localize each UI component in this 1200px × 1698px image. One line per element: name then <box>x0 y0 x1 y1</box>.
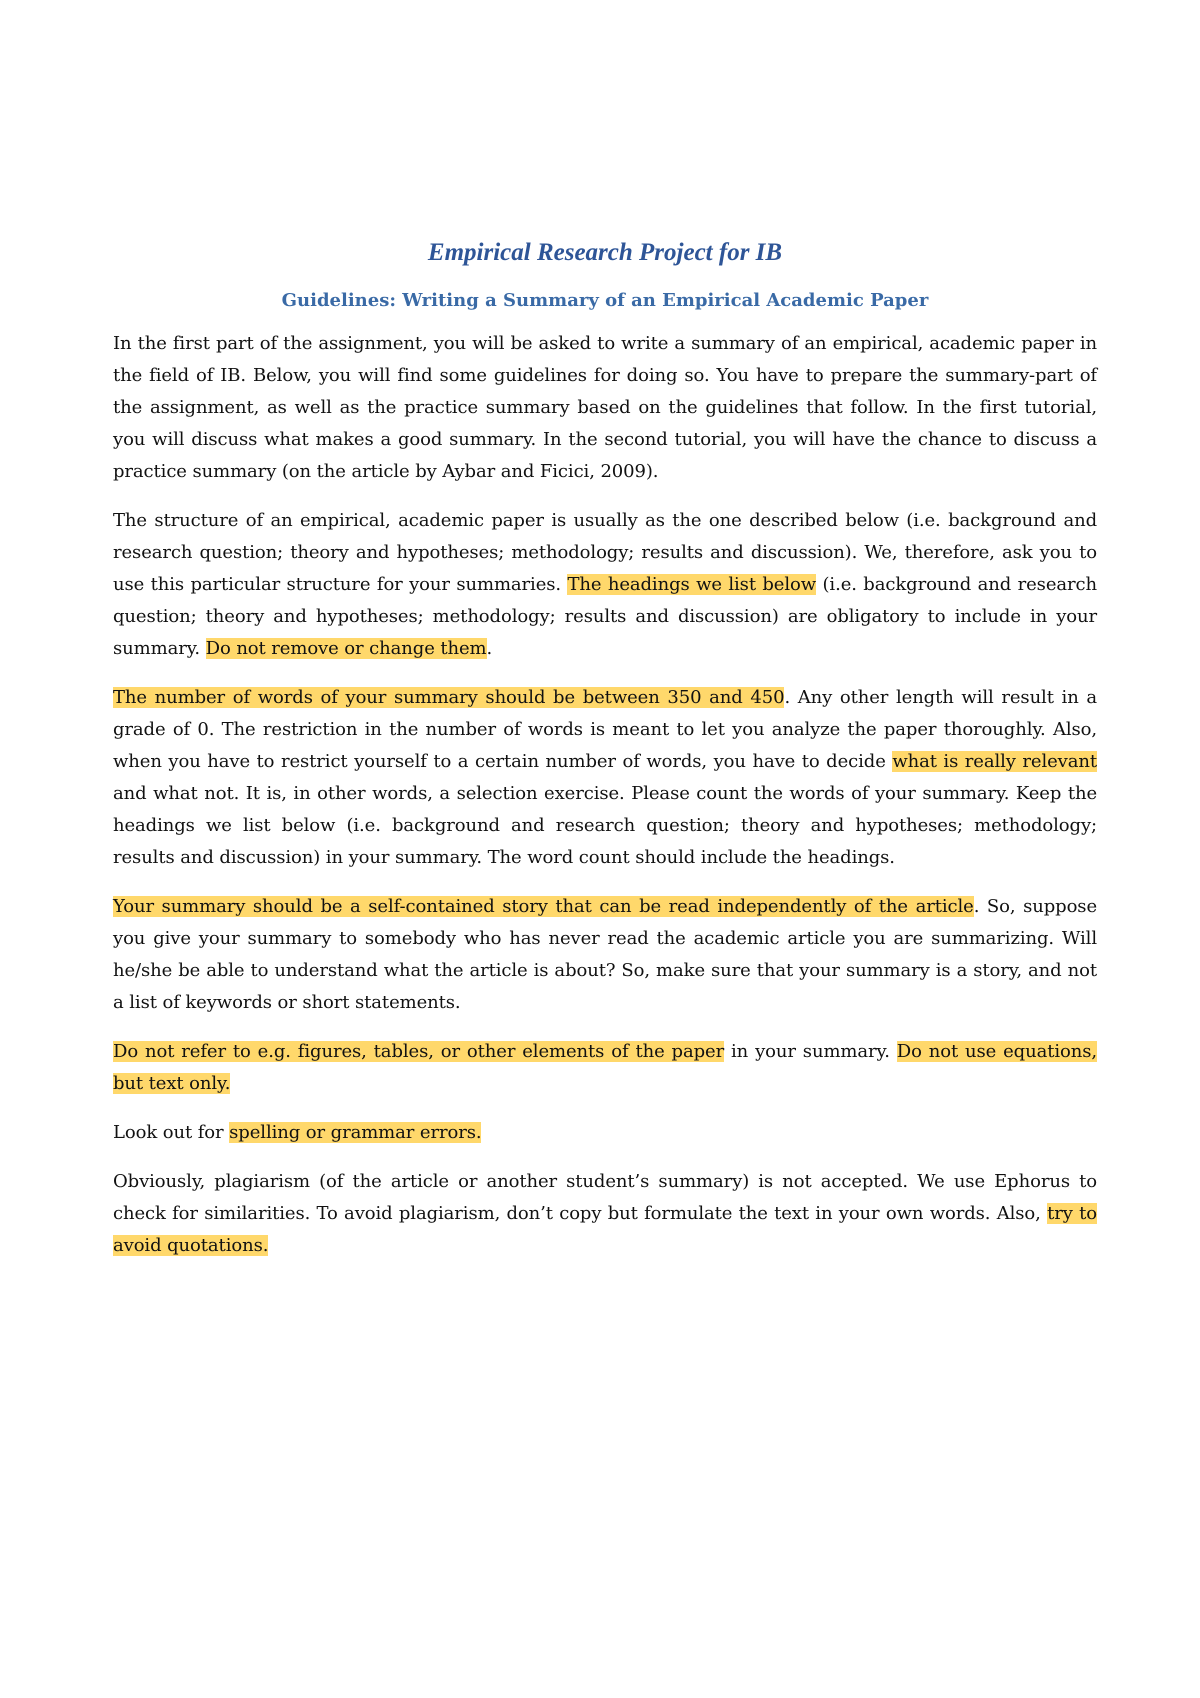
document-subtitle: Guidelines: Writing a Summary of an Empirical Academic Paper <box>281 290 929 311</box>
highlight-headings: The headings we list below <box>567 574 817 595</box>
plagiarism-text: Obviously, plagiarism (of the article or another student’s summary) is not accepted. We use Ephorus to check for similarities. To avoid plagiarism, don’t copy but formulate the text in your own words. Also, <box>113 1171 1097 1224</box>
paragraph-self-contained <box>113 891 1097 1019</box>
highlight-no-equations: Do not use equations, but text only. <box>113 1041 1098 1094</box>
paragraph-word-count <box>113 682 1097 874</box>
highlight-do-not-remove: Do not remove or change them <box>205 638 487 659</box>
word-count-text-2: and what not. It is, in other words, a selection exercise. Please count the words of your summary. Keep the headings we list below (i.e. background and research question; theory and hypotheses; methodology; results and discussion) in your summary. The word count should include the headings. <box>113 783 1097 868</box>
highlight-no-figures: Do not refer to e.g. figures, tables, or other elements of the paper <box>113 1041 725 1062</box>
highlight-word-limit: The number of words of your summary should be between 350 and 450 <box>113 687 785 708</box>
highlight-quotations: try to avoid quotations. <box>113 1203 1097 1256</box>
highlight-self-contained: Your summary should be a self-contained story that can be read independently of the article <box>113 896 974 917</box>
self-contained-text: . So, suppose you give your summary to somebody who has never read the academic article you are summarizing. Will he/she be able to understand what the article is about? So, make sure that your summary is a story, and not a list of keywords or short statements. <box>113 896 1097 1013</box>
document-title: Empirical Research Project for IB <box>427 239 783 266</box>
structure-text-2: (i.e. background and research question; theory and hypotheses; methodology; results and discussion) are obligatory to include in your summary. <box>113 574 1097 659</box>
spelling-text: Look out for <box>113 1122 230 1143</box>
paragraph-intro <box>113 328 1097 488</box>
document-page <box>113 236 1097 1279</box>
paragraph-no-figures <box>113 1036 1097 1100</box>
highlight-spelling: spelling or grammar errors. <box>229 1122 482 1143</box>
word-count-text-1: . Any other length will result in a grade of 0. The restriction in the number of words is meant to let you analyze the paper thoroughly. Also, when you have to restrict yourself to a certain number of words, you have to decide <box>113 687 1097 772</box>
intro-text: In the first part of the assignment, you will be asked to write a summary of an empirical, academic paper in the field of IB. Below, you will find some guidelines for doing so. You have to prepare the summary-part of the assignment, as well as the practice summary based on the guidelines that follow. In the first tutorial, you will discuss what makes a good summary. In the second tutorial, you will have the chance to discuss a practice summary (on the article by Aybar and Ficici, 2009). <box>113 333 1097 482</box>
paragraph-plagiarism <box>113 1166 1097 1262</box>
structure-text-3: . <box>486 638 493 659</box>
no-figures-text: in your summary. <box>724 1041 897 1062</box>
paragraph-spelling <box>113 1117 1097 1149</box>
paragraph-structure <box>113 505 1097 665</box>
highlight-relevant: what is really relevant <box>892 751 1097 772</box>
structure-text-1: The structure of an empirical, academic paper is usually as the one described below (i.e. background and research question; theory and hypotheses; methodology; results and discussion). We, therefore, ask you to use this particular structure for your summaries. <box>113 510 1097 595</box>
